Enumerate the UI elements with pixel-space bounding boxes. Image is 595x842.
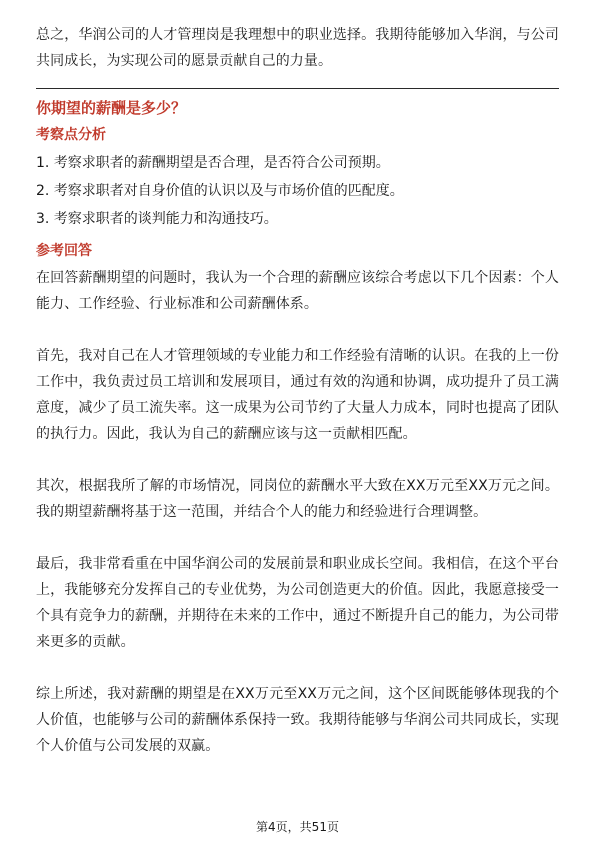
answer-paragraph: 综上所述，我对薪酬的期望是在XX万元至XX万元之间，这个区间既能够体现我的个人价值，也能够与公司的薪酬体系保持一致。我期待能够与华润公司共同成长，实现个人价值与公司发展的双赢。 <box>36 686 559 754</box>
analysis-point: 2. 考察求职者对自身价值的认识以及与市场价值的匹配度。 <box>36 183 404 199</box>
analysis-point: 1. 考察求职者的薪酬期望是否合理，是否符合公司预期。 <box>36 155 390 171</box>
question-heading: 你期望的薪酬是多少？ <box>36 99 187 117</box>
analysis-points-list <box>36 149 559 233</box>
page-number-footer: 第4页，共51页 <box>256 820 339 834</box>
analysis-label: 考察点分析 <box>36 127 106 143</box>
answer-paragraph-block <box>36 265 559 317</box>
answer-paragraph: 在回答薪酬期望的问题时，我认为一个合理的薪酬应该综合考虑以下几个因素：个人能力、工作经验、行业标准和公司薪酬体系。 <box>36 270 559 312</box>
answer-paragraph: 最后，我非常看重在中国华润公司的发展前景和职业成长空间。我相信，在这个平台上，我能够充分发挥自己的专业优势，为公司创造更大的价值。因此，我愿意接受一个具有竞争力的薪酬，并期待在未来的工作中，通过不断提升自己的能力，为公司带来更多的贡献。 <box>36 556 559 650</box>
answer-paragraph-block <box>36 681 559 759</box>
answer-paragraph-block <box>36 473 559 525</box>
answer-paragraph: 其次，根据我所了解的市场情况，同岗位的薪酬水平大致在XX万元至XX万元之间。我的期望薪酬将基于这一范围，并结合个人的能力和经验进行合理调整。 <box>36 478 559 520</box>
answer-paragraph: 首先，我对自己在人才管理领域的专业能力和工作经验有清晰的认识。在我的上一份工作中，我负责过员工培训和发展项目，通过有效的沟通和协调，成功提升了员工满意度，减少了员工流失率。这一成果为公司节约了大量人力成本，同时也提高了团队的执行力。因此，我认为自己的薪酬应该与这一贡献相匹配。 <box>36 348 559 442</box>
answer-paragraph-block <box>36 551 559 655</box>
answer-paragraph-block <box>36 343 559 447</box>
intro-paragraph: 总之，华润公司的人才管理岗是我理想中的职业选择。我期待能够加入华润，与公司共同成长，为实现公司的愿景贡献自己的力量。 <box>36 27 559 69</box>
answer-label: 参考回答 <box>36 243 92 259</box>
document-page <box>36 22 559 785</box>
analysis-point: 3. 考察求职者的谈判能力和沟通技巧。 <box>36 211 278 227</box>
section-divider <box>36 88 559 89</box>
